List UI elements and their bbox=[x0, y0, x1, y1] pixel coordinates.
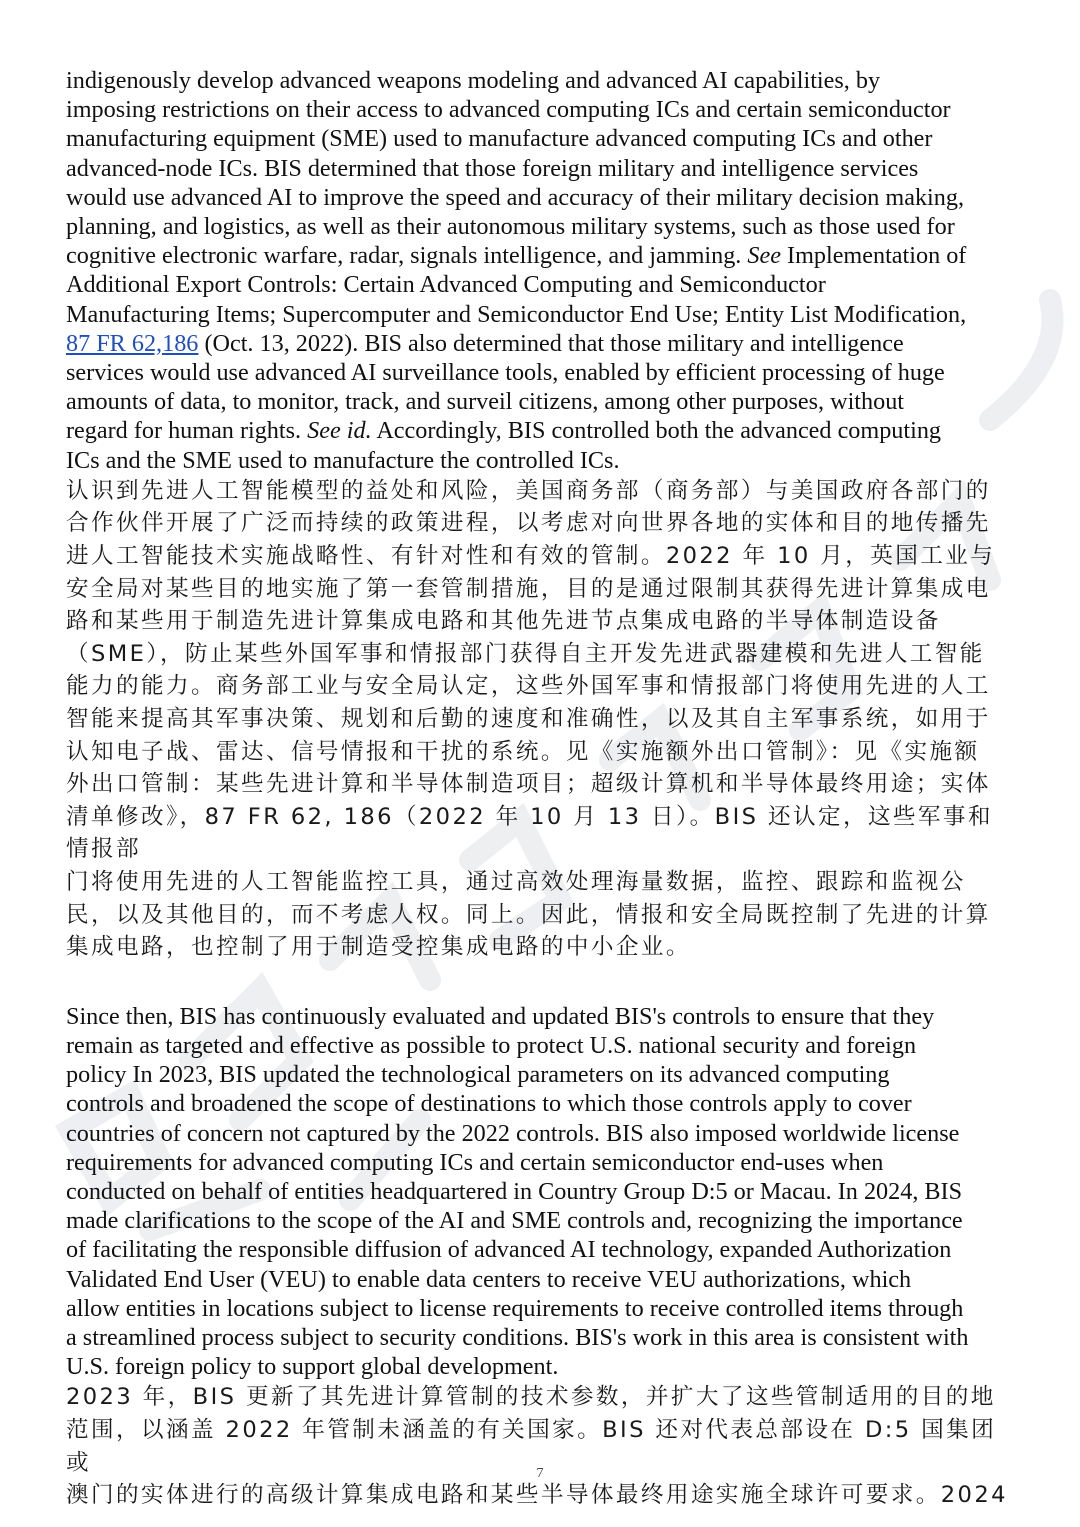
document-body bbox=[66, 66, 1016, 1512]
paragraph-text: (Oct. 13, 2022). BIS also determined that those military and intelligence services would use advanced AI surveillance tools, enabled by efficient processing of huge amounts of data, to monitor, track, and surveil citizens, among other purposes, without regard for human rights. bbox=[66, 329, 945, 445]
paragraph-text: Accordingly, BIS controlled both the advanced computing ICs and the SME used to manufacture the controlled ICs. bbox=[66, 417, 942, 474]
page-number: 7 bbox=[536, 1466, 544, 1481]
chinese-translation-1: 认识到先进人工智能模型的益处和风险，美国商务部（商务部）与美国政府各部门的 合作伙伴开展了广泛而持续的政策进程，以考虑对向世界各地的实体和目的地传播先 进人工智能技术实施战略性、有针对性和有效的管制。2022 年 10 月，英国工业与 安全局对某些目的地实施了第一套管制措施，目的是通过限制其获得先进计算集成电 路和某些用于制造先进计算集成电路和其他先进节点集成电路的半导体制造设备 （SME），防止某些外国军事和情报部门获得自主开发先进武器建模和先进人工智能 能力的能力。商务部工业与安全局认定，这些外国军事和情报部门将使用先进的人工 智能来提高其军事决策、规划和后勤的速度和准确性，以及其自主军事系统，如用于 认知电子战、雷达、信号情报和干扰的系统。见《实施额外出口管制》：见《实施额 外出口管制：某些先进计算和半导体制造项目；超级计算机和半导体最终用途；实体 清单修改》，87 FR 62, 186（2022 年 10 月 13 日）。BIS 还认定，这些军事和情报部 门将使用先进的人工智能监控工具，通过高效处理海量数据，监控、跟踪和监视公 民，以及其他目的，而不考虑人权。同上。因此，情报和安全局既控制了先进的计算 集成电路，也控制了用于制造受控集成电路的中小企业。 bbox=[66, 477, 996, 961]
chinese-translation-2: 2023 年，BIS 更新了其先进计算管制的技术参数，并扩大了这些管制适用的目的地 范围，以涵盖 2022 年管制未涵盖的有关国家。BIS 还对代表总部设在 D:5 国集团或 澳门的实体进行的高级计算集成电路和某些半导体最终用途实施全球许可要求。2024 bbox=[66, 1384, 1008, 1509]
paragraph-text: indigenously develop advanced weapons modeling and advanced AI capabilities, by imposing restrictions on their access to advanced computing ICs and certain semiconductor manufacturing equipment (SME) used to manufacture advanced computing ICs and other advanced-node ICs. BIS determined that those foreign military and intelligence services would use advanced AI to improve the speed and accuracy of their military decision making, planning, and logistics, as well as their autonomous military systems, such as those used for cognitive electronic warfare, radar, signals intelligence, and jamming. bbox=[66, 67, 965, 270]
paragraph-text: Implementation of Additional Export Controls: Certain Advanced Computing and Semiconductor Manufacturing Items; Supercomputer and Semiconductor End Use; Entity List Modification, bbox=[66, 242, 967, 328]
italic-see-signal: See bbox=[747, 242, 781, 270]
italic-see-id-signal: See id. bbox=[307, 417, 372, 445]
citation-link[interactable]: 87 FR 62,186 bbox=[66, 329, 199, 357]
english-paragraph-1 bbox=[66, 66, 1016, 475]
paragraph-spacer bbox=[66, 964, 1016, 1002]
english-paragraph-2: Since then, BIS has continuously evaluated and updated BIS's controls to ensure that they remain as targeted and effective as possible to protect U.S. national security and foreign policy In 2023, BIS updated the technological parameters on its advanced computing controls and broadened the scope of destinations to which those controls apply to cover countries of concern not captured by the 2022 controls. BIS also imposed worldwide license requirements for advanced computing ICs and certain semiconductor end-uses when conducted on behalf of entities headquartered in Country Group D:5 or Macau. In 2024, BIS made clarifications to the scope of the AI and SME controls and, recognizing the importance of facilitating the responsible diffusion of advanced AI technology, expanded Authorization Validated End User (VEU) to enable data centers to receive VEU authorizations, which allow entities in locations subject to license requirements to receive controlled items through a streamlined process subject to security conditions. BIS's work in this area is consistent with U.S. foreign policy to support global development. bbox=[66, 1002, 969, 1381]
